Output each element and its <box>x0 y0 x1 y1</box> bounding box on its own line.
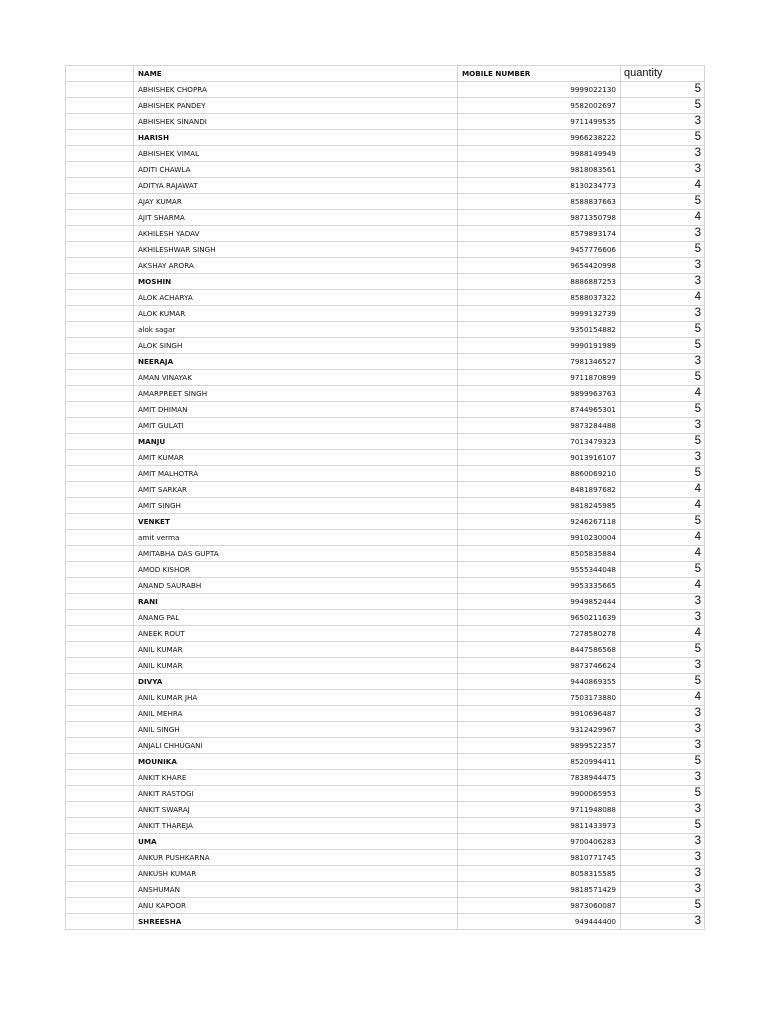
row-quantity: 3 <box>621 114 705 130</box>
row-quantity: 4 <box>621 498 705 514</box>
row-name: ANIL MEHRA <box>134 706 458 722</box>
row-blank-cell <box>66 802 134 818</box>
row-blank-cell <box>66 450 134 466</box>
row-mobile-number: 9873060087 <box>458 898 621 914</box>
row-mobile-number: 9899963763 <box>458 386 621 402</box>
row-blank-cell <box>66 178 134 194</box>
table-row <box>66 162 705 178</box>
row-name: AKHILESH YADAV <box>134 226 458 242</box>
row-name: ANAND SAURABH <box>134 578 458 594</box>
row-name: AJAY KUMAR <box>134 194 458 210</box>
row-name: AMIT GULATI <box>134 418 458 434</box>
table-row <box>66 882 705 898</box>
row-blank-cell <box>66 818 134 834</box>
row-mobile-number: 8588837663 <box>458 194 621 210</box>
row-name: ANIL KUMAR <box>134 642 458 658</box>
row-quantity: 3 <box>621 706 705 722</box>
table-row <box>66 146 705 162</box>
table-row <box>66 706 705 722</box>
table-row <box>66 450 705 466</box>
row-blank-cell <box>66 898 134 914</box>
row-quantity: 3 <box>621 866 705 882</box>
contacts-table-body <box>66 66 705 930</box>
table-row <box>66 898 705 914</box>
row-blank-cell <box>66 866 134 882</box>
table-row <box>66 642 705 658</box>
row-mobile-number: 8505835884 <box>458 546 621 562</box>
row-quantity: 3 <box>621 770 705 786</box>
row-blank-cell <box>66 562 134 578</box>
table-row <box>66 130 705 146</box>
row-blank-cell <box>66 114 134 130</box>
row-blank-cell <box>66 338 134 354</box>
table-row <box>66 818 705 834</box>
row-quantity: 3 <box>621 738 705 754</box>
row-blank-cell <box>66 658 134 674</box>
row-quantity: 5 <box>621 402 705 418</box>
table-row <box>66 306 705 322</box>
row-quantity: 3 <box>621 914 705 930</box>
row-name: AMIT DHIMAN <box>134 402 458 418</box>
row-name: ANKUR PUSHKARNA <box>134 850 458 866</box>
row-name: ALOK KUMAR <box>134 306 458 322</box>
row-mobile-number: 9966238222 <box>458 130 621 146</box>
row-blank-cell <box>66 578 134 594</box>
table-row <box>66 786 705 802</box>
row-quantity: 4 <box>621 386 705 402</box>
table-row <box>66 658 705 674</box>
row-name: ANKIT KHARE <box>134 770 458 786</box>
row-blank-cell <box>66 738 134 754</box>
row-blank-cell <box>66 370 134 386</box>
row-mobile-number: 8520994411 <box>458 754 621 770</box>
row-mobile-number: 7838944475 <box>458 770 621 786</box>
row-quantity: 5 <box>621 642 705 658</box>
row-mobile-number: 8588037322 <box>458 290 621 306</box>
table-row <box>66 226 705 242</box>
row-name: MOUNIKA <box>134 754 458 770</box>
row-name: AMIT KUMAR <box>134 450 458 466</box>
row-mobile-number: 9700406283 <box>458 834 621 850</box>
row-blank-cell <box>66 434 134 450</box>
table-row <box>66 402 705 418</box>
row-blank-cell <box>66 418 134 434</box>
row-blank-cell <box>66 626 134 642</box>
row-quantity: 3 <box>621 882 705 898</box>
table-header-row <box>66 66 705 82</box>
row-name: ANIL KUMAR <box>134 658 458 674</box>
row-name: alok sagar <box>134 322 458 338</box>
row-mobile-number: 9818571429 <box>458 882 621 898</box>
table-row <box>66 178 705 194</box>
row-name: amit verma <box>134 530 458 546</box>
row-mobile-number: 9440869355 <box>458 674 621 690</box>
row-blank-cell <box>66 786 134 802</box>
table-row <box>66 610 705 626</box>
row-quantity: 3 <box>621 274 705 290</box>
table-row <box>66 354 705 370</box>
row-quantity: 4 <box>621 482 705 498</box>
row-quantity: 3 <box>621 834 705 850</box>
row-blank-cell <box>66 914 134 930</box>
row-quantity: 3 <box>621 722 705 738</box>
row-quantity: 5 <box>621 466 705 482</box>
row-quantity: 5 <box>621 98 705 114</box>
row-blank-cell <box>66 194 134 210</box>
row-blank-cell <box>66 754 134 770</box>
header-mobile-number: MOBILE NUMBER <box>458 66 621 82</box>
row-blank-cell <box>66 514 134 530</box>
row-quantity: 5 <box>621 674 705 690</box>
table-row <box>66 242 705 258</box>
row-name: ALOK SINGH <box>134 338 458 354</box>
row-blank-cell <box>66 770 134 786</box>
row-name: AMOD KISHOR <box>134 562 458 578</box>
table-row <box>66 194 705 210</box>
row-quantity: 5 <box>621 562 705 578</box>
table-row <box>66 386 705 402</box>
row-mobile-number: 8447586568 <box>458 642 621 658</box>
row-quantity: 3 <box>621 146 705 162</box>
row-name: AJIT SHARMA <box>134 210 458 226</box>
row-quantity: 3 <box>621 418 705 434</box>
table-row <box>66 322 705 338</box>
header-blank-cell <box>66 66 134 82</box>
row-quantity: 3 <box>621 850 705 866</box>
row-blank-cell <box>66 162 134 178</box>
row-blank-cell <box>66 834 134 850</box>
header-quantity: quantity <box>621 66 705 82</box>
row-blank-cell <box>66 674 134 690</box>
row-mobile-number: 8886887253 <box>458 274 621 290</box>
row-name: ANSHUMAN <box>134 882 458 898</box>
row-name: UMA <box>134 834 458 850</box>
row-mobile-number: 9910230004 <box>458 530 621 546</box>
row-mobile-number: 8130234773 <box>458 178 621 194</box>
row-mobile-number: 9654420998 <box>458 258 621 274</box>
row-blank-cell <box>66 82 134 98</box>
row-mobile-number: 9990191989 <box>458 338 621 354</box>
row-quantity: 4 <box>621 578 705 594</box>
row-mobile-number: 9555344048 <box>458 562 621 578</box>
row-name: ANJALI CHHUGANI <box>134 738 458 754</box>
row-mobile-number: 9711499535 <box>458 114 621 130</box>
row-mobile-number: 9246267118 <box>458 514 621 530</box>
row-quantity: 4 <box>621 290 705 306</box>
row-name: ANEEK ROUT <box>134 626 458 642</box>
row-mobile-number: 9582002697 <box>458 98 621 114</box>
row-mobile-number: 9818083561 <box>458 162 621 178</box>
row-mobile-number: 9871350798 <box>458 210 621 226</box>
row-blank-cell <box>66 482 134 498</box>
row-mobile-number: 9899522357 <box>458 738 621 754</box>
row-blank-cell <box>66 530 134 546</box>
table-row <box>66 914 705 930</box>
row-blank-cell <box>66 290 134 306</box>
row-blank-cell <box>66 498 134 514</box>
row-quantity: 4 <box>621 530 705 546</box>
row-name: MANJU <box>134 434 458 450</box>
row-mobile-number: 9350154882 <box>458 322 621 338</box>
table-row <box>66 562 705 578</box>
row-mobile-number: 9873746624 <box>458 658 621 674</box>
row-quantity: 5 <box>621 242 705 258</box>
row-blank-cell <box>66 402 134 418</box>
table-row <box>66 82 705 98</box>
table-row <box>66 866 705 882</box>
row-quantity: 5 <box>621 130 705 146</box>
table-row <box>66 626 705 642</box>
row-name: ABHISHEK PANDEY <box>134 98 458 114</box>
table-row <box>66 754 705 770</box>
row-quantity: 3 <box>621 162 705 178</box>
row-quantity: 3 <box>621 594 705 610</box>
row-blank-cell <box>66 210 134 226</box>
row-name: ANIL SINGH <box>134 722 458 738</box>
row-name: VENKET <box>134 514 458 530</box>
row-mobile-number: 8058315585 <box>458 866 621 882</box>
row-quantity: 5 <box>621 754 705 770</box>
row-quantity: 5 <box>621 514 705 530</box>
table-row <box>66 802 705 818</box>
row-quantity: 4 <box>621 690 705 706</box>
table-row <box>66 114 705 130</box>
row-name: ANKIT THAREJA <box>134 818 458 834</box>
row-blank-cell <box>66 546 134 562</box>
row-blank-cell <box>66 642 134 658</box>
row-name: NEERAJA <box>134 354 458 370</box>
row-mobile-number: 7013479323 <box>458 434 621 450</box>
row-mobile-number: 9810771745 <box>458 850 621 866</box>
row-quantity: 4 <box>621 210 705 226</box>
row-mobile-number: 9988149949 <box>458 146 621 162</box>
row-quantity: 5 <box>621 194 705 210</box>
row-mobile-number: 9999022130 <box>458 82 621 98</box>
row-blank-cell <box>66 850 134 866</box>
row-name: MOSHIN <box>134 274 458 290</box>
row-quantity: 3 <box>621 802 705 818</box>
row-mobile-number: 8579893174 <box>458 226 621 242</box>
row-blank-cell <box>66 274 134 290</box>
row-blank-cell <box>66 610 134 626</box>
table-row <box>66 370 705 386</box>
row-mobile-number: 9650211639 <box>458 610 621 626</box>
row-name: ANKUSH KUMAR <box>134 866 458 882</box>
row-quantity: 5 <box>621 370 705 386</box>
row-name: ANU KAPOOR <box>134 898 458 914</box>
row-name: RANI <box>134 594 458 610</box>
table-row <box>66 690 705 706</box>
row-blank-cell <box>66 690 134 706</box>
row-name: AKHILESHWAR SINGH <box>134 242 458 258</box>
row-quantity: 4 <box>621 178 705 194</box>
row-quantity: 4 <box>621 546 705 562</box>
row-name: AKSHAY ARORA <box>134 258 458 274</box>
row-blank-cell <box>66 466 134 482</box>
row-mobile-number: 8744965301 <box>458 402 621 418</box>
table-row <box>66 530 705 546</box>
contacts-table <box>65 65 705 930</box>
row-mobile-number: 9711948088 <box>458 802 621 818</box>
table-row <box>66 482 705 498</box>
row-name: ABHISHEK CHOPRA <box>134 82 458 98</box>
row-blank-cell <box>66 98 134 114</box>
row-mobile-number: 9910696487 <box>458 706 621 722</box>
table-row <box>66 274 705 290</box>
row-quantity: 3 <box>621 354 705 370</box>
table-row <box>66 738 705 754</box>
header-name: NAME <box>134 66 458 82</box>
table-row <box>66 722 705 738</box>
row-name: AMARPREET SINGH <box>134 386 458 402</box>
row-mobile-number: 9900065953 <box>458 786 621 802</box>
row-mobile-number: 7981346527 <box>458 354 621 370</box>
row-quantity: 5 <box>621 82 705 98</box>
table-row <box>66 578 705 594</box>
row-quantity: 3 <box>621 226 705 242</box>
table-row <box>66 498 705 514</box>
table-row <box>66 418 705 434</box>
row-quantity: 3 <box>621 450 705 466</box>
table-row <box>66 674 705 690</box>
row-mobile-number: 8481897682 <box>458 482 621 498</box>
table-row <box>66 514 705 530</box>
row-quantity: 4 <box>621 626 705 642</box>
row-blank-cell <box>66 130 134 146</box>
row-name: ABHISHEK SINANDI <box>134 114 458 130</box>
table-row <box>66 594 705 610</box>
row-name: DIVYA <box>134 674 458 690</box>
row-name: ANKIT RASTOGI <box>134 786 458 802</box>
row-blank-cell <box>66 882 134 898</box>
row-blank-cell <box>66 706 134 722</box>
row-blank-cell <box>66 322 134 338</box>
row-name: AMITABHA DAS GUPTA <box>134 546 458 562</box>
row-quantity: 5 <box>621 434 705 450</box>
row-name: AMIT MALHOTRA <box>134 466 458 482</box>
row-mobile-number: 9811433973 <box>458 818 621 834</box>
row-quantity: 3 <box>621 258 705 274</box>
row-name: ANIL KUMAR JHA <box>134 690 458 706</box>
row-mobile-number: 9873284488 <box>458 418 621 434</box>
row-quantity: 5 <box>621 818 705 834</box>
row-name: AMIT SINGH <box>134 498 458 514</box>
table-row <box>66 290 705 306</box>
row-mobile-number: 9953335665 <box>458 578 621 594</box>
row-name: ALOK ACHARYA <box>134 290 458 306</box>
row-blank-cell <box>66 722 134 738</box>
row-mobile-number: 8860069210 <box>458 466 621 482</box>
row-quantity: 3 <box>621 610 705 626</box>
row-quantity: 5 <box>621 338 705 354</box>
table-row <box>66 98 705 114</box>
row-mobile-number: 9711870899 <box>458 370 621 386</box>
row-name: AMAN VINAYAK <box>134 370 458 386</box>
table-row <box>66 434 705 450</box>
row-name: HARISH <box>134 130 458 146</box>
table-row <box>66 258 705 274</box>
table-row <box>66 466 705 482</box>
table-row <box>66 210 705 226</box>
row-quantity: 5 <box>621 322 705 338</box>
row-name: ABHISHEK VIMAL <box>134 146 458 162</box>
row-mobile-number: 9013916107 <box>458 450 621 466</box>
row-name: ADITI CHAWLA <box>134 162 458 178</box>
row-blank-cell <box>66 594 134 610</box>
row-name: ANKIT SWARAJ <box>134 802 458 818</box>
row-name: ADITYA RAJAWAT <box>134 178 458 194</box>
row-mobile-number: 9457776606 <box>458 242 621 258</box>
row-name: AMIT SARKAR <box>134 482 458 498</box>
table-row <box>66 850 705 866</box>
row-quantity: 3 <box>621 306 705 322</box>
table-row <box>66 770 705 786</box>
table-row <box>66 546 705 562</box>
row-quantity: 3 <box>621 658 705 674</box>
row-blank-cell <box>66 258 134 274</box>
row-blank-cell <box>66 146 134 162</box>
table-row <box>66 338 705 354</box>
row-mobile-number: 949444400 <box>458 914 621 930</box>
row-blank-cell <box>66 354 134 370</box>
row-mobile-number: 9312429967 <box>458 722 621 738</box>
row-blank-cell <box>66 226 134 242</box>
row-mobile-number: 9999132739 <box>458 306 621 322</box>
row-quantity: 5 <box>621 898 705 914</box>
row-mobile-number: 9949852444 <box>458 594 621 610</box>
row-mobile-number: 7278580278 <box>458 626 621 642</box>
row-mobile-number: 9818245985 <box>458 498 621 514</box>
row-mobile-number: 7503173880 <box>458 690 621 706</box>
table-row <box>66 834 705 850</box>
row-name: ANANG PAL <box>134 610 458 626</box>
row-name: SHREESHA <box>134 914 458 930</box>
row-quantity: 5 <box>621 786 705 802</box>
row-blank-cell <box>66 386 134 402</box>
row-blank-cell <box>66 242 134 258</box>
row-blank-cell <box>66 306 134 322</box>
